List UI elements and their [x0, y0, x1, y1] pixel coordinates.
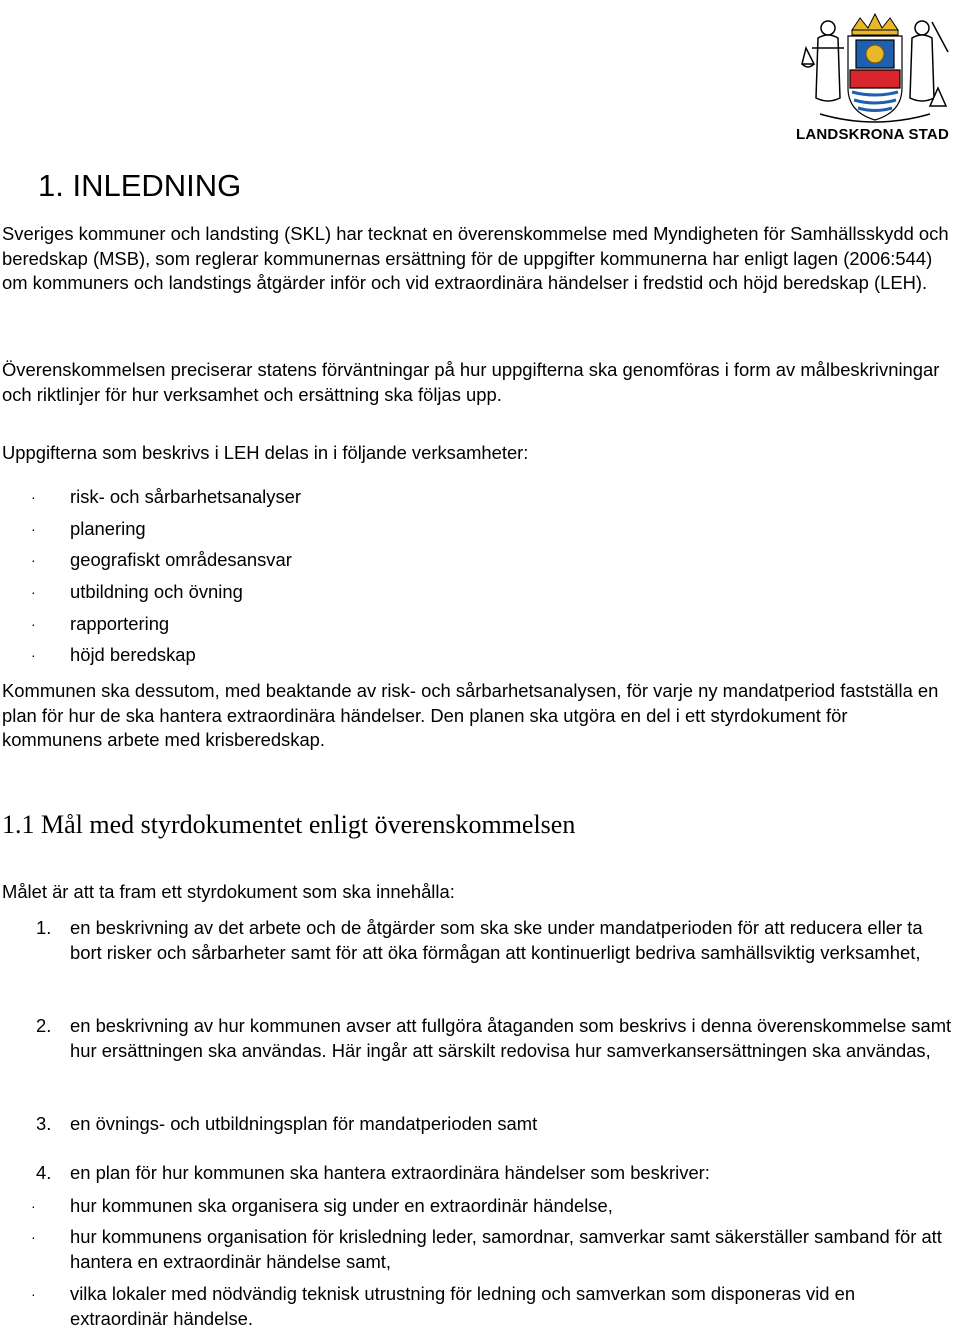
list-item: · höjd beredskap [2, 640, 301, 672]
numbered-item-2: 2. en beskrivning av hur kommunen avser att fullgöra åtaganden som beskrivs i denna överenskommelse samt hur ersättningen ska användas. Här ingår att särskilt redovisa hur samverkansersättningen ska användas, [36, 1015, 952, 1061]
intro-paragraph-1: Sveriges kommuner och landsting (SKL) har tecknat en överenskommelse med Myndigheten för Samhällsskydd och beredskap (MSB), som reglerar kommunernas ersättning för de uppgifter kommunerna har enligt lagen (2006:544) om kommuners och landstings åtgärder inför och vid extraordinära händelser i fredstid och höjd beredskap (LEH). [2, 223, 949, 294]
intro-paragraph-2: Överenskommelsen preciserar statens förväntningar på hur uppgifterna ska genomföras i form av målbeskrivningar och riktlinjer för hur verksamhet och ersättning ska följas upp. [2, 359, 940, 405]
page-title: 1. INLEDNING [38, 168, 242, 203]
activities-list [2, 482, 301, 672]
sub-item-1: · hur kommunen ska organisera sig under en extraordinär händelse, [2, 1194, 952, 1219]
section-heading: 1.1 Mål med styrdokumentet enligt överenskommelsen [2, 810, 576, 839]
intro-paragraph-3: Uppgifterna som beskrivs i LEH delas in i följande verksamheter: [2, 442, 529, 463]
bullet-icon: · [31, 489, 36, 505]
list-item: · risk- och sårbarhetsanalyser [2, 482, 301, 514]
bullet-icon: · [31, 1286, 36, 1302]
list-item: · planering [2, 514, 301, 546]
bullet-icon: · [31, 647, 36, 664]
sub-item-2: · hur kommunens organisation för krisledning leder, samordnar, samverkar samt säkerställer samband för att hantera en extraordinär händelse samt, [31, 1226, 942, 1272]
logo-text: LANDSKRONA STAD [796, 126, 949, 143]
bullet-icon: · [31, 584, 36, 601]
list-item: · rapportering [2, 609, 301, 641]
numbered-item-1: 1. en beskrivning av det arbete och de åtgärder som ska ske under mandatperioden för att reducera eller ta bort risker och sårbarheter samt för att öka förmågan att kontinuerligt bedriva samhällsviktig verksamhet, [36, 917, 923, 963]
crown [852, 14, 898, 35]
list-item: · geografiskt områdesansvar [2, 545, 301, 577]
section-intro: Målet är att ta fram ett styrdokument som ska innehålla: [2, 881, 455, 902]
sub-item-3: · vilka lokaler med nödvändig teknisk utrustning för ledning och samverkan som disponeras vid en extraordinär händelse. [31, 1283, 856, 1329]
bullet-icon: · [31, 615, 36, 632]
bullet-icon: · [31, 1198, 36, 1214]
list-item: · utbildning och övning [2, 577, 301, 609]
bullet-icon: · [31, 552, 36, 569]
bullet-icon: · [31, 1229, 36, 1245]
justice-figure-right [910, 21, 948, 106]
shield [848, 36, 902, 120]
paragraph-after-list: Kommunen ska dessutom, med beaktande av risk- och sårbarhetsanalysen, för varje ny mandatperiod fastställa en plan för hur de ska hantera extraordinära händelser. Den planen ska utgöra en del i ett styrdokument för kommunens arbete med krisberedskap. [2, 680, 939, 751]
bullet-icon: · [31, 520, 36, 537]
justice-figure-left [802, 21, 844, 101]
numbered-item-3: 3. en övnings- och utbildningsplan för mandatperioden samt [36, 1113, 538, 1134]
numbered-item-4: 4. en plan för hur kommunen ska hantera extraordinära händelser som beskriver: [36, 1162, 710, 1183]
